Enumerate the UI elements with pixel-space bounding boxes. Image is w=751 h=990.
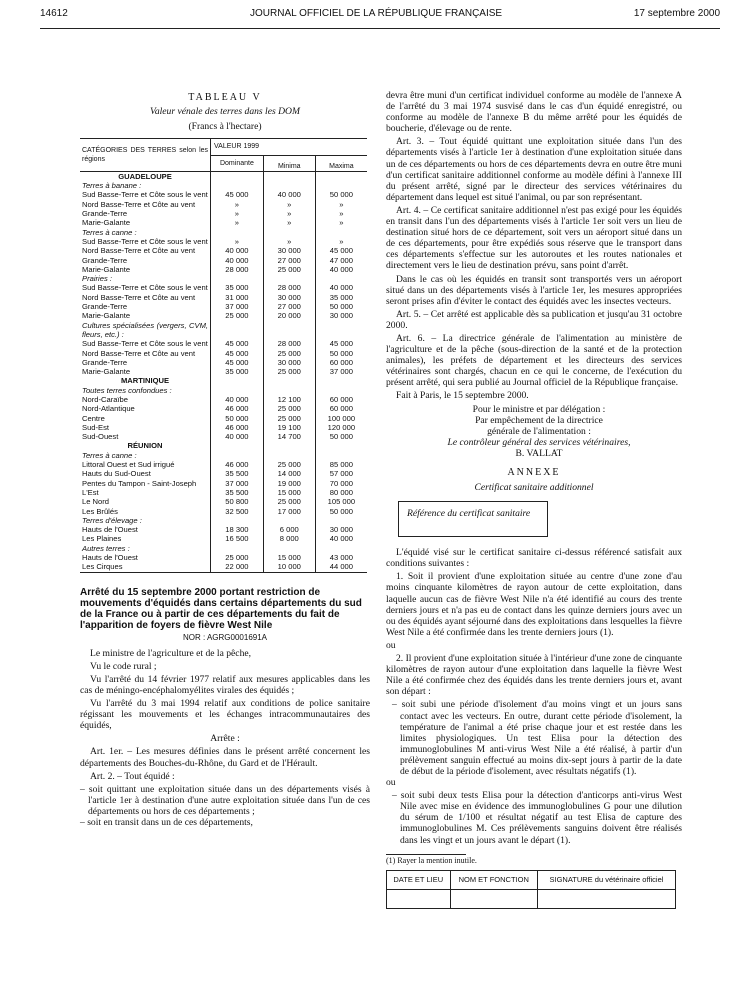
signatory: B. VALLAT bbox=[515, 447, 563, 459]
value-minima: 27 000 bbox=[263, 302, 315, 311]
value-maxima: 80 000 bbox=[315, 488, 367, 497]
category-heading bbox=[80, 516, 367, 525]
row-label: Hauts de l'Ouest bbox=[82, 553, 138, 563]
row-label: Les Plaines bbox=[82, 534, 122, 544]
row-label: Nord Basse-Terre et Côte au vent bbox=[82, 246, 196, 256]
value-minima: 20 000 bbox=[263, 311, 315, 320]
article-1: Art. 1er. – Les mesures définies dans le présent arrêté concernent les départements des Bouches-du-Rhône, du Gard et de l'Hérault. bbox=[80, 746, 370, 769]
value-minima: 19 100 bbox=[263, 423, 315, 432]
table-row bbox=[80, 525, 367, 534]
category-heading bbox=[80, 386, 367, 395]
row-label: Nord Basse-Terre et Côte au vent bbox=[82, 292, 196, 302]
annexe-subtitle: Certificat sanitaire additionnel bbox=[474, 482, 594, 494]
footnote: (1) Rayer la mention inutile. bbox=[386, 855, 477, 865]
table-row bbox=[80, 460, 367, 469]
value-minima: 28 000 bbox=[263, 283, 315, 292]
region-heading bbox=[80, 171, 367, 181]
category-heading bbox=[80, 228, 367, 237]
table-row bbox=[80, 488, 367, 497]
ou: ou bbox=[386, 639, 396, 651]
sig-cell-empty bbox=[450, 889, 537, 908]
sig-cell-empty bbox=[387, 889, 451, 908]
value-maxima: » bbox=[315, 218, 367, 227]
value-minima: 10 000 bbox=[263, 562, 315, 572]
sig-col-signature: SIGNATURE du vétérinaire officiel bbox=[537, 870, 675, 889]
value-maxima: 60 000 bbox=[315, 358, 367, 367]
row-label: RÉUNION bbox=[127, 441, 163, 451]
value-minima: 6 000 bbox=[263, 525, 315, 534]
value-maxima: 45 000 bbox=[315, 246, 367, 255]
table-row bbox=[80, 302, 367, 311]
value-dominante: 35 000 bbox=[211, 367, 264, 376]
row-label: Sud-Ouest bbox=[82, 432, 119, 442]
table-row bbox=[80, 200, 367, 209]
value-minima: 15 000 bbox=[263, 553, 315, 562]
fait-a: Fait à Paris, le 15 septembre 2000. bbox=[396, 390, 529, 402]
col-dominante: Dominante bbox=[211, 155, 264, 171]
value-minima: 25 000 bbox=[263, 497, 315, 506]
value-dominante: 16 500 bbox=[211, 534, 264, 543]
header-rule bbox=[40, 28, 720, 29]
table-row bbox=[80, 209, 367, 218]
value-dominante: 40 000 bbox=[211, 395, 264, 404]
row-label: Nord Basse-Terre et Côte au vent bbox=[82, 199, 196, 209]
table-row bbox=[80, 190, 367, 199]
value-dominante: 18 300 bbox=[211, 525, 264, 534]
value-maxima: 50 000 bbox=[315, 507, 367, 516]
page-number: 14612 bbox=[40, 8, 68, 19]
value-dominante: 40 000 bbox=[211, 256, 264, 265]
signature-line: Pour le ministre et par délégation : bbox=[472, 403, 606, 415]
value-dominante: 28 000 bbox=[211, 265, 264, 274]
value-minima: » bbox=[263, 200, 315, 209]
value-maxima: 100 000 bbox=[315, 414, 367, 423]
row-label: Nord-Atlantique bbox=[82, 404, 135, 414]
table-row bbox=[80, 265, 367, 274]
value-dominante: 35 000 bbox=[211, 283, 264, 292]
value-dominante: 25 000 bbox=[211, 311, 264, 320]
value-dominante: 37 000 bbox=[211, 302, 264, 311]
category-heading bbox=[80, 321, 367, 340]
row-label: MARTINIQUE bbox=[120, 376, 170, 386]
ou: ou bbox=[386, 777, 396, 789]
value-maxima: 35 000 bbox=[315, 293, 367, 302]
article-3: Art. 3. – Tout équidé quittant une exploitation située dans l'un des départements visés à l'article 1er à destination d'une exploitation située dans un de ces départements ou hors de ces départements devra en outre être muni d'un certificat sanitaire additionnel conforme au modèle défini à l'annexe III du présent arrêté, signé par le directeur des services vétérinaires du département dans lequel est situé l'animal, ou par son représentant. bbox=[386, 136, 682, 203]
row-label: Terres à banane : bbox=[82, 181, 142, 191]
value-dominante: 45 000 bbox=[211, 339, 264, 348]
col-minima: Minima bbox=[263, 155, 315, 171]
right-column bbox=[386, 90, 682, 909]
bullet-item: – soit en transit dans un de ces départements, bbox=[80, 817, 253, 829]
col-valeur: VALEUR 1999 bbox=[211, 139, 367, 155]
row-label: L'Est bbox=[82, 487, 99, 497]
value-maxima: 40 000 bbox=[315, 265, 367, 274]
table-row bbox=[80, 358, 367, 367]
value-minima: 25 000 bbox=[263, 367, 315, 376]
value-maxima: 50 000 bbox=[315, 349, 367, 358]
value-dominante: 35 500 bbox=[211, 469, 264, 478]
table-row bbox=[80, 479, 367, 488]
row-label: Hauts de l'Ouest bbox=[82, 525, 138, 535]
value-dominante: 22 000 bbox=[211, 562, 264, 572]
value-minima: 15 000 bbox=[263, 488, 315, 497]
value-dominante: 35 500 bbox=[211, 488, 264, 497]
value-maxima: 50 000 bbox=[315, 190, 367, 199]
value-dominante: » bbox=[211, 209, 264, 218]
row-label: Marie-Galante bbox=[82, 218, 131, 228]
table-row bbox=[80, 293, 367, 302]
signature-line: générale de l'alimentation : bbox=[487, 425, 591, 437]
value-dominante: » bbox=[211, 218, 264, 227]
value-maxima: 50 000 bbox=[315, 302, 367, 311]
signature-table bbox=[386, 870, 676, 909]
left-column bbox=[80, 92, 370, 828]
table-row bbox=[80, 414, 367, 423]
value-maxima: 40 000 bbox=[315, 283, 367, 292]
row-label: Autres terres : bbox=[82, 543, 130, 553]
value-minima: 14 700 bbox=[263, 432, 315, 441]
table-unit: (Francs à l'hectare) bbox=[188, 121, 262, 133]
value-maxima: 43 000 bbox=[315, 553, 367, 562]
row-label: Grande-Terre bbox=[82, 255, 128, 265]
table-row bbox=[80, 497, 367, 506]
sig-col-date: DATE ET LIEU bbox=[387, 870, 451, 889]
table-row bbox=[80, 432, 367, 441]
value-maxima: » bbox=[315, 200, 367, 209]
arrete-para: Vu le code rural ; bbox=[90, 660, 157, 672]
reference-box: Référence du certificat sanitaire bbox=[398, 501, 548, 537]
row-label: Pentes du Tampon - Saint-Joseph bbox=[82, 478, 197, 488]
value-dominante: 45 000 bbox=[211, 190, 264, 199]
value-maxima: 57 000 bbox=[315, 469, 367, 478]
value-minima: 30 000 bbox=[263, 293, 315, 302]
value-minima: 40 000 bbox=[263, 190, 315, 199]
value-minima: 25 000 bbox=[263, 404, 315, 413]
row-label: Les Cirques bbox=[82, 562, 123, 572]
row-label: Sud Basse-Terre et Côte sous le vent bbox=[82, 339, 208, 349]
value-maxima: 30 000 bbox=[315, 525, 367, 534]
value-maxima: 105 000 bbox=[315, 497, 367, 506]
table-row bbox=[80, 367, 367, 376]
row-label: Marie-Galante bbox=[82, 311, 131, 321]
category-heading bbox=[80, 181, 367, 190]
row-label: Grande-Terre bbox=[82, 357, 128, 367]
value-maxima: 47 000 bbox=[315, 256, 367, 265]
row-label: Nord Basse-Terre et Côte au vent bbox=[82, 348, 196, 358]
region-heading bbox=[80, 376, 367, 385]
value-dominante: 50 800 bbox=[211, 497, 264, 506]
value-dominante: 50 000 bbox=[211, 414, 264, 423]
value-dominante: 40 000 bbox=[211, 432, 264, 441]
value-minima: 19 000 bbox=[263, 479, 315, 488]
land-value-table bbox=[80, 138, 367, 572]
category-heading bbox=[80, 544, 367, 553]
value-maxima: 45 000 bbox=[315, 339, 367, 348]
table-row bbox=[80, 349, 367, 358]
row-label: Les Brûlés bbox=[82, 506, 118, 516]
row-label: Sud-Est bbox=[82, 422, 110, 432]
para: Dans le cas où les équidés en transit sont transportés vers un aéroport situé dans un des départements visés à l'article 1er, les mesures appropriées seront prises afin d'éviter le contact des équidés avec les insectes vecteurs. bbox=[386, 273, 682, 307]
page-header bbox=[40, 8, 720, 24]
issue-date: 17 septembre 2000 bbox=[633, 8, 720, 19]
table-row bbox=[80, 246, 367, 255]
value-maxima: 70 000 bbox=[315, 479, 367, 488]
arrete-heading: Arrête : bbox=[210, 733, 240, 745]
value-maxima: 85 000 bbox=[315, 460, 367, 469]
row-label: Marie-Galante bbox=[82, 367, 131, 377]
value-dominante: 32 500 bbox=[211, 507, 264, 516]
region-heading bbox=[80, 441, 367, 450]
value-maxima: 120 000 bbox=[315, 423, 367, 432]
value-dominante: 46 000 bbox=[211, 404, 264, 413]
row-label: Sud Basse-Terre et Côte sous le vent bbox=[82, 190, 208, 200]
row-label: Marie-Galante bbox=[82, 264, 131, 274]
row-label: Terres à canne : bbox=[82, 450, 137, 460]
article-5: Art. 5. – Cet arrêté est applicable dès sa publication et jusqu'au 31 octobre 2000. bbox=[386, 308, 682, 331]
row-label: Grande-Terre bbox=[82, 302, 128, 312]
value-maxima: 44 000 bbox=[315, 562, 367, 572]
row-label: Nord-Caraïbe bbox=[82, 395, 129, 404]
bullet-item: – soit subi une période d'isolement d'au moins vingt et un jours sans contact avec les vecteurs. En outre, durant cette période d'isolement, la température de l'animal a été prise chaque jour et est restée dans les limites physiologiques. Un test Elisa pour la détection des immunoglobulines M anti-virus West Nile a été réalisé, à partir d'un prélèvement sanguin effectué au moins dix-sept jours à partir de la date de début de la période d'isolement, avec résultats négatifs (1). bbox=[392, 699, 682, 777]
sig-col-nom: NOM ET FONCTION bbox=[450, 870, 537, 889]
table-row bbox=[80, 256, 367, 265]
value-maxima: 30 000 bbox=[315, 311, 367, 320]
value-dominante: » bbox=[211, 237, 264, 246]
row-label: Sud Basse-Terre et Côte sous le vent bbox=[82, 236, 208, 246]
value-dominante: 46 000 bbox=[211, 460, 264, 469]
table-row bbox=[80, 237, 367, 246]
value-dominante: 25 000 bbox=[211, 553, 264, 562]
value-maxima: 50 000 bbox=[315, 432, 367, 441]
value-minima: 25 000 bbox=[263, 460, 315, 469]
value-minima: 25 000 bbox=[263, 265, 315, 274]
row-label: GUADELOUPE bbox=[118, 171, 172, 181]
row-label: Sud Basse-Terre et Côte sous le vent bbox=[82, 283, 208, 293]
article-6: Art. 6. – La directrice générale de l'alimentation au ministère de l'agriculture et de la pêche (sous-direction de la santé et de la protection animales), les préfets de département et les directeurs des services vétérinaires sont chargés, chacun en ce qui le concerne, de l'exécution du présent arrêté, qui sera publié au Journal officiel de la République française. bbox=[386, 332, 682, 389]
table-row bbox=[80, 562, 367, 572]
value-minima: 30 000 bbox=[263, 358, 315, 367]
condition-2: 2. Il provient d'une exploitation située à l'intérieur d'une zone de cinquante kilomètres de rayon autour d'une exploitation dans laquelle la fièvre West Nile a été confirmée chez des équidés dans les trente derniers jours et, avant son départ : bbox=[386, 653, 682, 698]
col-categories: CATÉGORIES DES TERRES selon les régions bbox=[80, 139, 211, 172]
article-4: Art. 4. – Ce certificat sanitaire additionnel n'est pas exigé pour les équidés en transit dans l'un des départements visés à l'article 1er soit vers un lieu de destination situé hors de ce département, soit vers un aéroport situé dans un de ces départements, pour être expédiés sous réserve que le transport dans ces départements s'effectue sur les autoroutes et les routes nationales et directement vers le lieu de destination prévu, sans point d'arrêt. bbox=[386, 204, 682, 272]
journal-title: JOURNAL OFFICIEL DE LA RÉPUBLIQUE FRANÇAISE bbox=[250, 8, 503, 19]
article-2: Art. 2. – Tout équidé : bbox=[90, 770, 175, 782]
bullet-item: – soit quittant une exploitation située dans un des départements visés à l'article 1er à destination d'une autre exploitation située dans l'un de ces départements ou hors de ces départements ; bbox=[80, 783, 370, 817]
value-dominante: » bbox=[211, 200, 264, 209]
category-heading bbox=[80, 451, 367, 460]
value-dominante: 31 000 bbox=[211, 293, 264, 302]
arrete-para: Vu l'arrêté du 14 février 1977 relatif aux mesures applicables dans les cas de méningo-encéphalomyélites virales des équidés ; bbox=[80, 673, 370, 697]
value-minima: » bbox=[263, 218, 315, 227]
arrete-para: Le ministre de l'agriculture et de la pêche, bbox=[90, 647, 252, 659]
value-minima: » bbox=[263, 237, 315, 246]
table-row bbox=[80, 339, 367, 348]
arrete-title: Arrêté du 15 septembre 2000 portant restriction de mouvements d'équidés dans certains départements du sud de la France ou à partir de ces départements du fait de l'apparition de foyers de fièvre West Nile bbox=[80, 586, 362, 631]
table-row bbox=[80, 404, 367, 413]
para: L'équidé visé sur le certificat sanitaire ci-dessus référencé satisfait aux conditions suivantes : bbox=[386, 547, 682, 570]
row-label: Prairies : bbox=[82, 274, 112, 284]
row-label: Le Nord bbox=[82, 497, 110, 507]
col-maxima: Maxima bbox=[315, 155, 367, 171]
row-label: Grande-Terre bbox=[82, 209, 128, 219]
arrete-para: Vu l'arrêté du 3 mai 1994 relatif aux conditions de police sanitaire régissant les mouvements et les échanges intracommunautaires des équidés, bbox=[80, 698, 370, 732]
signature-line: Le contrôleur général des services vétérinaires, bbox=[447, 436, 631, 448]
row-label: Toutes terres confondues : bbox=[82, 385, 172, 395]
value-maxima: » bbox=[315, 237, 367, 246]
value-maxima: 60 000 bbox=[315, 395, 367, 404]
signature-line: Par empêchement de la directrice bbox=[475, 414, 603, 426]
table-row bbox=[80, 218, 367, 227]
value-minima: 30 000 bbox=[263, 246, 315, 255]
condition-1: 1. Soit il provient d'une exploitation située au centre d'une zone d'au moins cinquante kilomètres de rayon autour de cette exploitation, dans laquelle aucun cas de fièvre West Nile n'a été identifié au cours des trente derniers jours et n'a pas eu de contact dans les quinze derniers jours avec un ou des équidés ayant séjourné dans des exploitations dans lesquelles la fièvre West Nile a été confirmée dans les trente derniers jours (1). bbox=[386, 571, 682, 638]
value-dominante: 45 000 bbox=[211, 349, 264, 358]
row-label: Hauts du Sud-Ouest bbox=[82, 469, 151, 479]
value-maxima: 60 000 bbox=[315, 404, 367, 413]
value-maxima: 37 000 bbox=[315, 367, 367, 376]
value-dominante: 46 000 bbox=[211, 423, 264, 432]
bullet-item: – soit subi deux tests Elisa pour la détection d'anticorps anti-virus West Nile avec mise en évidence des immunoglobulines G pour une dilution du sérum de 1/100 et résultat négatif au test Elisa de capture des immunoglobulines M. Ces prélèvements sanguins doivent être réalisés dans les vingt et un jours avant le départ (1). bbox=[392, 790, 682, 846]
nor-reference: NOR : AGRG0001691A bbox=[182, 632, 268, 642]
value-minima: 17 000 bbox=[263, 507, 315, 516]
sig-cell-empty bbox=[537, 889, 675, 908]
value-minima: 25 000 bbox=[263, 349, 315, 358]
table-row bbox=[80, 534, 367, 543]
value-minima: 8 000 bbox=[263, 534, 315, 543]
row-label: Cultures spécialisées (vergers, CVM, fleurs, etc.) : bbox=[82, 320, 209, 339]
table-row bbox=[80, 469, 367, 478]
value-maxima: 40 000 bbox=[315, 534, 367, 543]
value-minima: 12 100 bbox=[263, 395, 315, 404]
row-label: Centre bbox=[82, 413, 105, 423]
value-minima: 14 000 bbox=[263, 469, 315, 478]
para: devra être muni d'un certificat individuel conforme au modèle de l'annexe A de l'arrêté du 3 mai 1974 susvisé dans le cas d'un équidé enregistré, ou conforme au modèle de l'annexe B du même arrêté pour les équidés de boucherie, d'élevage ou de rente. bbox=[386, 90, 682, 135]
table-title: TABLEAU V bbox=[188, 92, 262, 103]
table-row bbox=[80, 423, 367, 432]
table-row bbox=[80, 553, 367, 562]
row-label: Terres d'élevage : bbox=[82, 515, 142, 525]
value-minima: 27 000 bbox=[263, 256, 315, 265]
value-dominante: 37 000 bbox=[211, 479, 264, 488]
value-minima: » bbox=[263, 209, 315, 218]
value-minima: 25 000 bbox=[263, 414, 315, 423]
annexe-title: ANNEXE bbox=[507, 467, 561, 478]
table-row bbox=[80, 311, 367, 320]
value-dominante: 40 000 bbox=[211, 246, 264, 255]
table-row bbox=[80, 283, 367, 292]
table-subtitle: Valeur vénale des terres dans les DOM bbox=[150, 106, 300, 118]
value-maxima: » bbox=[315, 209, 367, 218]
value-dominante: 45 000 bbox=[211, 358, 264, 367]
value-minima: 28 000 bbox=[263, 339, 315, 348]
table-row bbox=[80, 395, 367, 404]
table-row bbox=[80, 507, 367, 516]
row-label: Terres à canne : bbox=[82, 227, 137, 237]
row-label: Littoral Ouest et Sud irrigué bbox=[82, 460, 175, 470]
category-heading bbox=[80, 274, 367, 283]
